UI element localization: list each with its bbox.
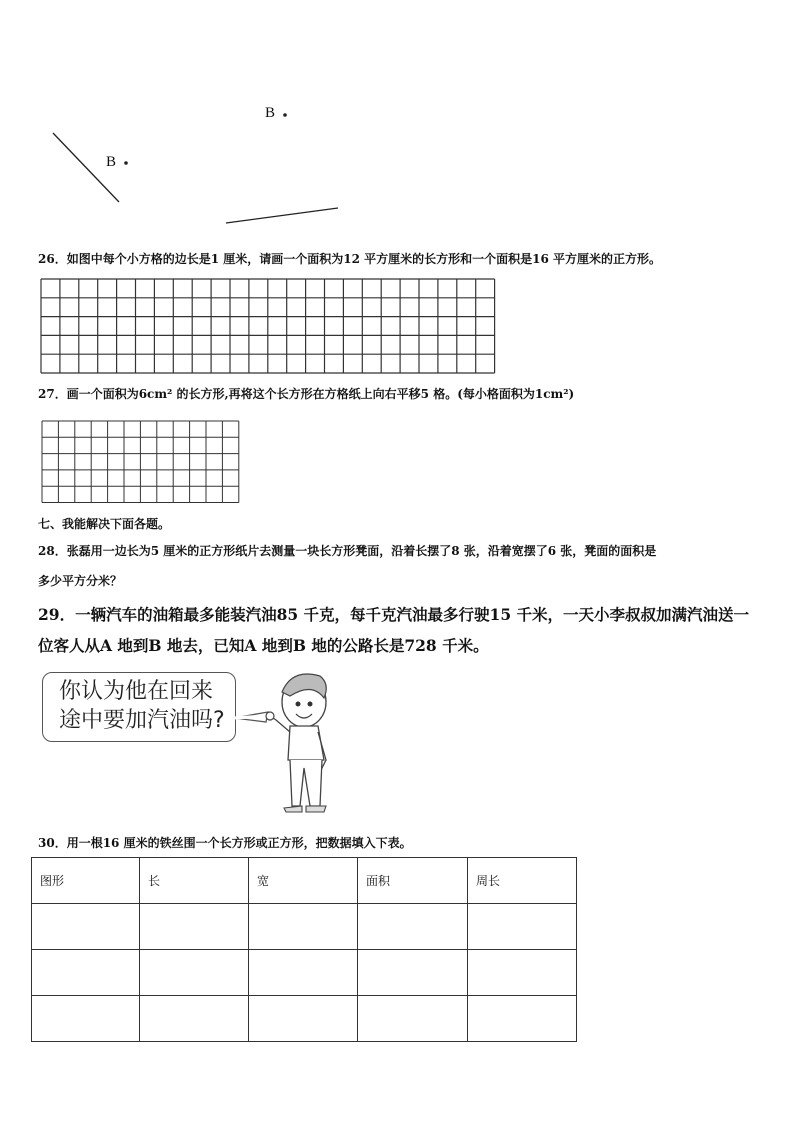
question-29-line1: 29．一辆汽车的油箱最多能装汽油85 千克，每千克汽油最多行驶15 千米，一天小李叔叔加满汽油送一 bbox=[38, 605, 750, 624]
table-cell[interactable] bbox=[140, 904, 249, 950]
header-area: 面积 bbox=[358, 858, 468, 904]
line-segment-2 bbox=[226, 208, 338, 223]
section-7-title: 七、我能解决下面各题。 bbox=[38, 517, 171, 531]
table-cell[interactable] bbox=[468, 950, 577, 996]
header-width: 宽 bbox=[249, 858, 358, 904]
question-28-line1: 28．张磊用一边长为5 厘米的正方形纸片去测量一块长方形凳面，沿着长摆了8 张，沿着宽摆了6 张，凳面的面积是 bbox=[38, 544, 657, 558]
table-cell[interactable] bbox=[249, 996, 358, 1042]
table-cell[interactable] bbox=[249, 950, 358, 996]
point-b-label-1: B bbox=[265, 105, 276, 121]
table-cell[interactable] bbox=[249, 904, 358, 950]
table-cell[interactable] bbox=[140, 996, 249, 1042]
grid-paper-27[interactable] bbox=[41, 420, 240, 504]
question-30: 30．用一根16 厘米的铁丝围一个长方形或正方形，把数据填入下表。 bbox=[38, 836, 412, 850]
table-cell[interactable] bbox=[358, 996, 468, 1042]
boy-illustration bbox=[232, 660, 342, 820]
table-cell[interactable] bbox=[32, 950, 140, 996]
grid-paper-26[interactable] bbox=[40, 278, 496, 374]
table-cell[interactable] bbox=[140, 950, 249, 996]
table-cell[interactable] bbox=[32, 904, 140, 950]
table-cell[interactable] bbox=[358, 904, 468, 950]
question-26: 26．如图中每个小方格的边长是1 厘米，请画一个面积为12 平方厘米的长方形和一个面积是16 平方厘米的正方形。 bbox=[38, 252, 661, 266]
point-b-label-2: B bbox=[106, 154, 117, 170]
data-table bbox=[31, 857, 577, 1042]
header-length: 长 bbox=[140, 858, 249, 904]
table-cell[interactable] bbox=[358, 950, 468, 996]
header-perimeter: 周长 bbox=[468, 858, 577, 904]
header-shape: 图形 bbox=[32, 858, 140, 904]
bubble-line-1: 你认为他在回来 bbox=[59, 679, 214, 704]
table-cell[interactable] bbox=[32, 996, 140, 1042]
table-header-row bbox=[32, 858, 577, 904]
question-29-line2: 位客人从A 地到B 地去，已知A 地到B 地的公路长是728 千米。 bbox=[38, 636, 489, 655]
table-row bbox=[32, 950, 577, 996]
geometry-figure bbox=[0, 0, 794, 260]
table-cell[interactable] bbox=[468, 904, 577, 950]
table-row bbox=[32, 996, 577, 1042]
point-b-dot-1 bbox=[283, 113, 287, 117]
question-28-line2: 多少平方分米？ bbox=[38, 574, 123, 588]
speech-bubble bbox=[42, 672, 236, 742]
point-b-dot-2 bbox=[124, 161, 128, 165]
question-27: 27．画一个面积为6cm² 的长方形,再将这个长方形在方格纸上向右平移5 格。(每小格面积为1cm²) bbox=[38, 387, 575, 401]
bubble-line-2: 途中要加汽油吗? bbox=[59, 708, 225, 733]
table-row bbox=[32, 904, 577, 950]
table-cell[interactable] bbox=[468, 996, 577, 1042]
